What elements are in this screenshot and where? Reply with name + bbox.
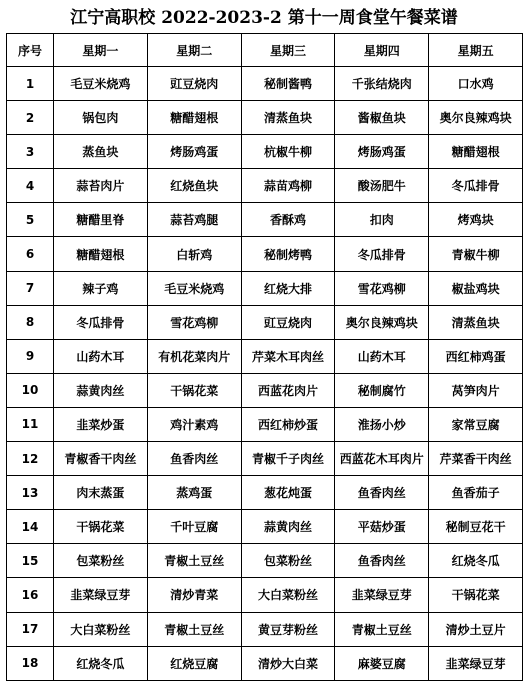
friday-dish: 莴笋肉片 [429,373,523,407]
monday-dish: 肉末蒸蛋 [54,476,148,510]
row-index: 15 [7,544,54,578]
row-index: 14 [7,510,54,544]
thursday-dish: 淮扬小炒 [335,407,429,441]
wednesday-dish: 清炒大白菜 [241,646,335,680]
row-index: 18 [7,646,54,680]
monday-dish: 山药木耳 [54,339,148,373]
lunch-menu-table [6,33,523,681]
header-friday: 星期五 [429,34,523,67]
page-title: 江宁高职校 2022-2023-2 第十一周食堂午餐菜谱 [70,8,458,28]
thursday-dish: 烤肠鸡蛋 [335,135,429,169]
tuesday-dish: 清炒青菜 [147,578,241,612]
friday-dish: 韭菜绿豆芽 [429,646,523,680]
table-row [7,101,523,135]
monday-dish: 韭菜炒蛋 [54,407,148,441]
monday-dish: 包菜粉丝 [54,544,148,578]
friday-dish: 奥尔良辣鸡块 [429,101,523,135]
tuesday-dish: 千叶豆腐 [147,510,241,544]
monday-dish: 毛豆米烧鸡 [54,67,148,101]
wednesday-dish: 葱花炖蛋 [241,476,335,510]
table-row [7,407,523,441]
tuesday-dish: 鱼香肉丝 [147,442,241,476]
wednesday-dish: 清蒸鱼块 [241,101,335,135]
friday-dish: 青椒牛柳 [429,237,523,271]
friday-dish: 椒盐鸡块 [429,271,523,305]
table-row [7,339,523,373]
monday-dish: 冬瓜排骨 [54,305,148,339]
header-tuesday: 星期二 [147,34,241,67]
table-row [7,442,523,476]
table-row [7,578,523,612]
thursday-dish: 秘制腐竹 [335,373,429,407]
wednesday-dish: 蒜苗鸡柳 [241,169,335,203]
row-index: 8 [7,305,54,339]
header-index: 序号 [7,34,54,67]
monday-dish: 蒜苔肉片 [54,169,148,203]
table-row [7,373,523,407]
tuesday-dish: 鸡汁素鸡 [147,407,241,441]
header-monday: 星期一 [54,34,148,67]
tuesday-dish: 有机花菜肉片 [147,339,241,373]
table-row [7,646,523,680]
tuesday-dish: 蒜苔鸡腿 [147,203,241,237]
tuesday-dish: 红烧豆腐 [147,646,241,680]
tuesday-dish: 烤肠鸡蛋 [147,135,241,169]
table-row [7,135,523,169]
row-index: 4 [7,169,54,203]
table-row [7,169,523,203]
friday-dish: 冬瓜排骨 [429,169,523,203]
row-index: 5 [7,203,54,237]
thursday-dish: 青椒土豆丝 [335,612,429,646]
menu-body [7,67,523,681]
wednesday-dish: 秘制酱鸭 [241,67,335,101]
row-index: 2 [7,101,54,135]
table-row [7,271,523,305]
monday-dish: 糖醋里脊 [54,203,148,237]
friday-dish: 口水鸡 [429,67,523,101]
row-index: 16 [7,578,54,612]
thursday-dish: 酸汤肥牛 [335,169,429,203]
tuesday-dish: 糖醋翅根 [147,101,241,135]
wednesday-dish: 红烧大排 [241,271,335,305]
wednesday-dish: 西蓝花肉片 [241,373,335,407]
friday-dish: 西红柿鸡蛋 [429,339,523,373]
header-thursday: 星期四 [335,34,429,67]
wednesday-dish: 西红柿炒蛋 [241,407,335,441]
wednesday-dish: 秘制烤鸭 [241,237,335,271]
thursday-dish: 冬瓜排骨 [335,237,429,271]
table-row [7,510,523,544]
row-index: 13 [7,476,54,510]
friday-dish: 红烧冬瓜 [429,544,523,578]
friday-dish: 干锅花菜 [429,578,523,612]
wednesday-dish: 青椒千子肉丝 [241,442,335,476]
monday-dish: 红烧冬瓜 [54,646,148,680]
monday-dish: 辣子鸡 [54,271,148,305]
monday-dish: 蒸鱼块 [54,135,148,169]
table-row [7,305,523,339]
table-row [7,476,523,510]
monday-dish: 干锅花菜 [54,510,148,544]
tuesday-dish: 雪花鸡柳 [147,305,241,339]
monday-dish: 糖醋翅根 [54,237,148,271]
monday-dish: 锅包肉 [54,101,148,135]
wednesday-dish: 蒜黄肉丝 [241,510,335,544]
wednesday-dish: 大白菜粉丝 [241,578,335,612]
thursday-dish: 扣肉 [335,203,429,237]
tuesday-dish: 蒸鸡蛋 [147,476,241,510]
thursday-dish: 酱椒鱼块 [335,101,429,135]
tuesday-dish: 干锅花菜 [147,373,241,407]
monday-dish: 大白菜粉丝 [54,612,148,646]
monday-dish: 蒜黄肉丝 [54,373,148,407]
thursday-dish: 鱼香肉丝 [335,476,429,510]
row-index: 10 [7,373,54,407]
thursday-dish: 雪花鸡柳 [335,271,429,305]
friday-dish: 糖醋翅根 [429,135,523,169]
wednesday-dish: 香酥鸡 [241,203,335,237]
thursday-dish: 鱼香肉丝 [335,544,429,578]
thursday-dish: 山药木耳 [335,339,429,373]
thursday-dish: 奥尔良辣鸡块 [335,305,429,339]
thursday-dish: 韭菜绿豆芽 [335,578,429,612]
wednesday-dish: 芹菜木耳肉丝 [241,339,335,373]
table-row [7,612,523,646]
monday-dish: 青椒香干肉丝 [54,442,148,476]
table-row [7,544,523,578]
tuesday-dish: 豇豆烧肉 [147,67,241,101]
tuesday-dish: 毛豆米烧鸡 [147,271,241,305]
thursday-dish: 平菇炒蛋 [335,510,429,544]
row-index: 17 [7,612,54,646]
tuesday-dish: 青椒土豆丝 [147,544,241,578]
tuesday-dish: 白斩鸡 [147,237,241,271]
friday-dish: 家常豆腐 [429,407,523,441]
row-index: 12 [7,442,54,476]
thursday-dish: 千张结烧肉 [335,67,429,101]
row-index: 9 [7,339,54,373]
wednesday-dish: 豇豆烧肉 [241,305,335,339]
wednesday-dish: 杭椒牛柳 [241,135,335,169]
tuesday-dish: 红烧鱼块 [147,169,241,203]
table-row [7,237,523,271]
thursday-dish: 麻婆豆腐 [335,646,429,680]
wednesday-dish: 黄豆芽粉丝 [241,612,335,646]
friday-dish: 清炒土豆片 [429,612,523,646]
friday-dish: 芹菜香干肉丝 [429,442,523,476]
row-index: 6 [7,237,54,271]
thursday-dish: 西蓝花木耳肉片 [335,442,429,476]
friday-dish: 清蒸鱼块 [429,305,523,339]
row-index: 1 [7,67,54,101]
header-row [7,34,523,67]
row-index: 11 [7,407,54,441]
row-index: 3 [7,135,54,169]
tuesday-dish: 青椒土豆丝 [147,612,241,646]
monday-dish: 韭菜绿豆芽 [54,578,148,612]
friday-dish: 烤鸡块 [429,203,523,237]
friday-dish: 鱼香茄子 [429,476,523,510]
header-wednesday: 星期三 [241,34,335,67]
wednesday-dish: 包菜粉丝 [241,544,335,578]
table-row [7,203,523,237]
row-index: 7 [7,271,54,305]
friday-dish: 秘制豆花干 [429,510,523,544]
table-row [7,67,523,101]
